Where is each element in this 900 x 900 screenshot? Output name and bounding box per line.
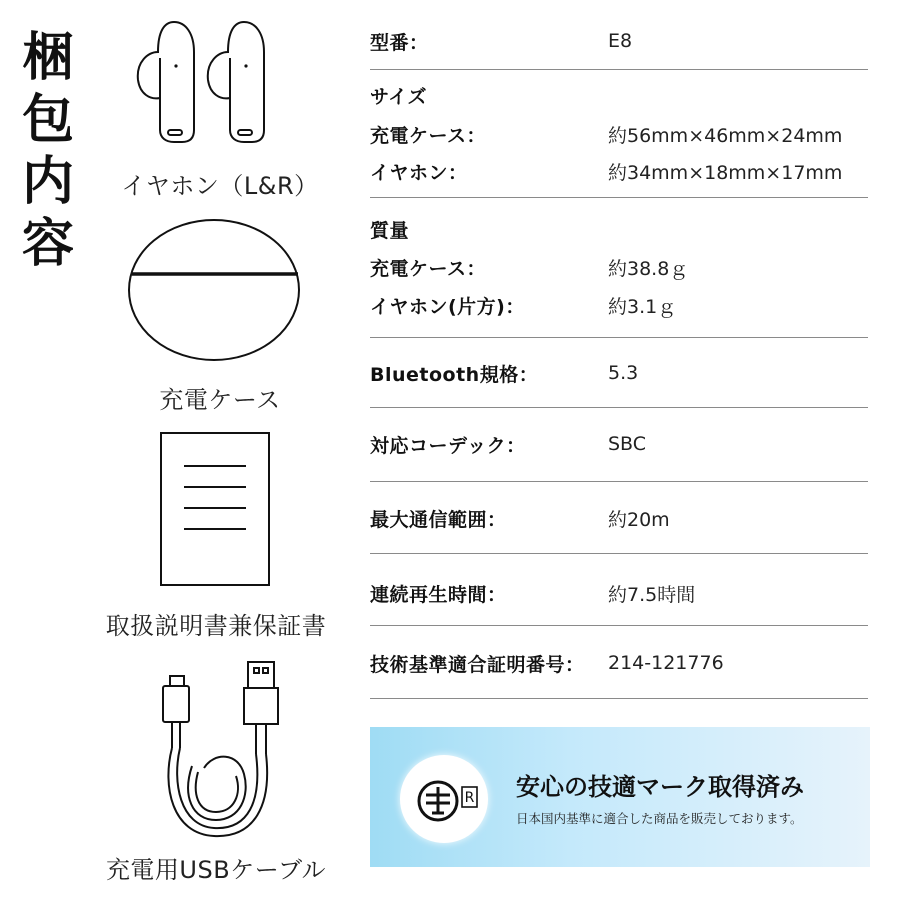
- certification-value: 214-121776: [608, 652, 724, 674]
- giteki-banner: [370, 727, 870, 867]
- bluetooth-value: 5.3: [608, 362, 639, 384]
- bluetooth-label: Bluetooth規格：: [370, 363, 539, 386]
- model-value: E8: [608, 30, 633, 52]
- banner-title: 安心の技適マーク取得済み: [516, 773, 804, 801]
- weight-earphone-label: イヤホン(片方)：: [370, 295, 525, 318]
- weight-case-label: 充電ケース：: [370, 257, 487, 280]
- size-earphone-value: 約34mm×18mm×17mm: [608, 161, 843, 184]
- manual-label: 取扱説明書兼保証書: [105, 612, 327, 640]
- size-heading: サイズ: [370, 85, 427, 108]
- spec-row-size: [370, 70, 868, 198]
- playtime-label: 連続再生時間：: [370, 583, 507, 606]
- codec-label: 対応コーデック：: [370, 434, 526, 457]
- title-char-3: 内: [21, 152, 74, 212]
- weight-earphone-value: 約3.1ｇ: [608, 295, 677, 318]
- giteki-mark-container: [400, 755, 488, 843]
- certification-label: 技術基準適合証明番号：: [370, 653, 585, 676]
- model-label: 型番：: [370, 31, 429, 54]
- spec-row-bluetooth: [370, 338, 868, 408]
- earphones-icon: [130, 18, 310, 150]
- charging-case-label: 充電ケース: [159, 386, 281, 414]
- size-earphone-label: イヤホン：: [370, 161, 468, 184]
- banner-subtitle: 日本国内基準に適合した商品を販売しております。: [516, 811, 803, 826]
- spec-row-codec: [370, 408, 868, 482]
- giteki-mark-letter: R: [464, 790, 475, 806]
- manual-icon: [160, 432, 272, 588]
- range-value: 約20m: [608, 508, 670, 531]
- title-char-4: 容: [21, 214, 74, 274]
- usb-cable-icon: [152, 656, 292, 846]
- codec-value: SBC: [608, 433, 647, 455]
- package-contents-title: [18, 28, 78, 274]
- spec-row-range: [370, 482, 868, 554]
- weight-heading: 質量: [370, 219, 410, 242]
- spec-row-model: [370, 0, 868, 70]
- title-char-1: 梱: [21, 28, 74, 88]
- title-char-2: 包: [21, 90, 74, 150]
- range-label: 最大通信範囲：: [370, 508, 507, 531]
- spec-row-certification: [370, 626, 868, 699]
- spec-row-playtime: [370, 554, 868, 626]
- specs-table: [370, 0, 868, 699]
- weight-case-value: 約38.8ｇ: [608, 257, 689, 280]
- size-case-label: 充電ケース：: [370, 124, 487, 147]
- playtime-value: 約7.5時間: [608, 583, 696, 606]
- giteki-mark-icon: [400, 755, 488, 843]
- spec-row-weight: [370, 198, 868, 338]
- earphones-label: イヤホン（L&R）: [121, 172, 319, 200]
- charging-case-icon: [126, 216, 306, 364]
- size-case-value: 約56mm×46mm×24mm: [608, 124, 843, 147]
- usb-cable-label: 充電用USBケーブル: [105, 856, 327, 884]
